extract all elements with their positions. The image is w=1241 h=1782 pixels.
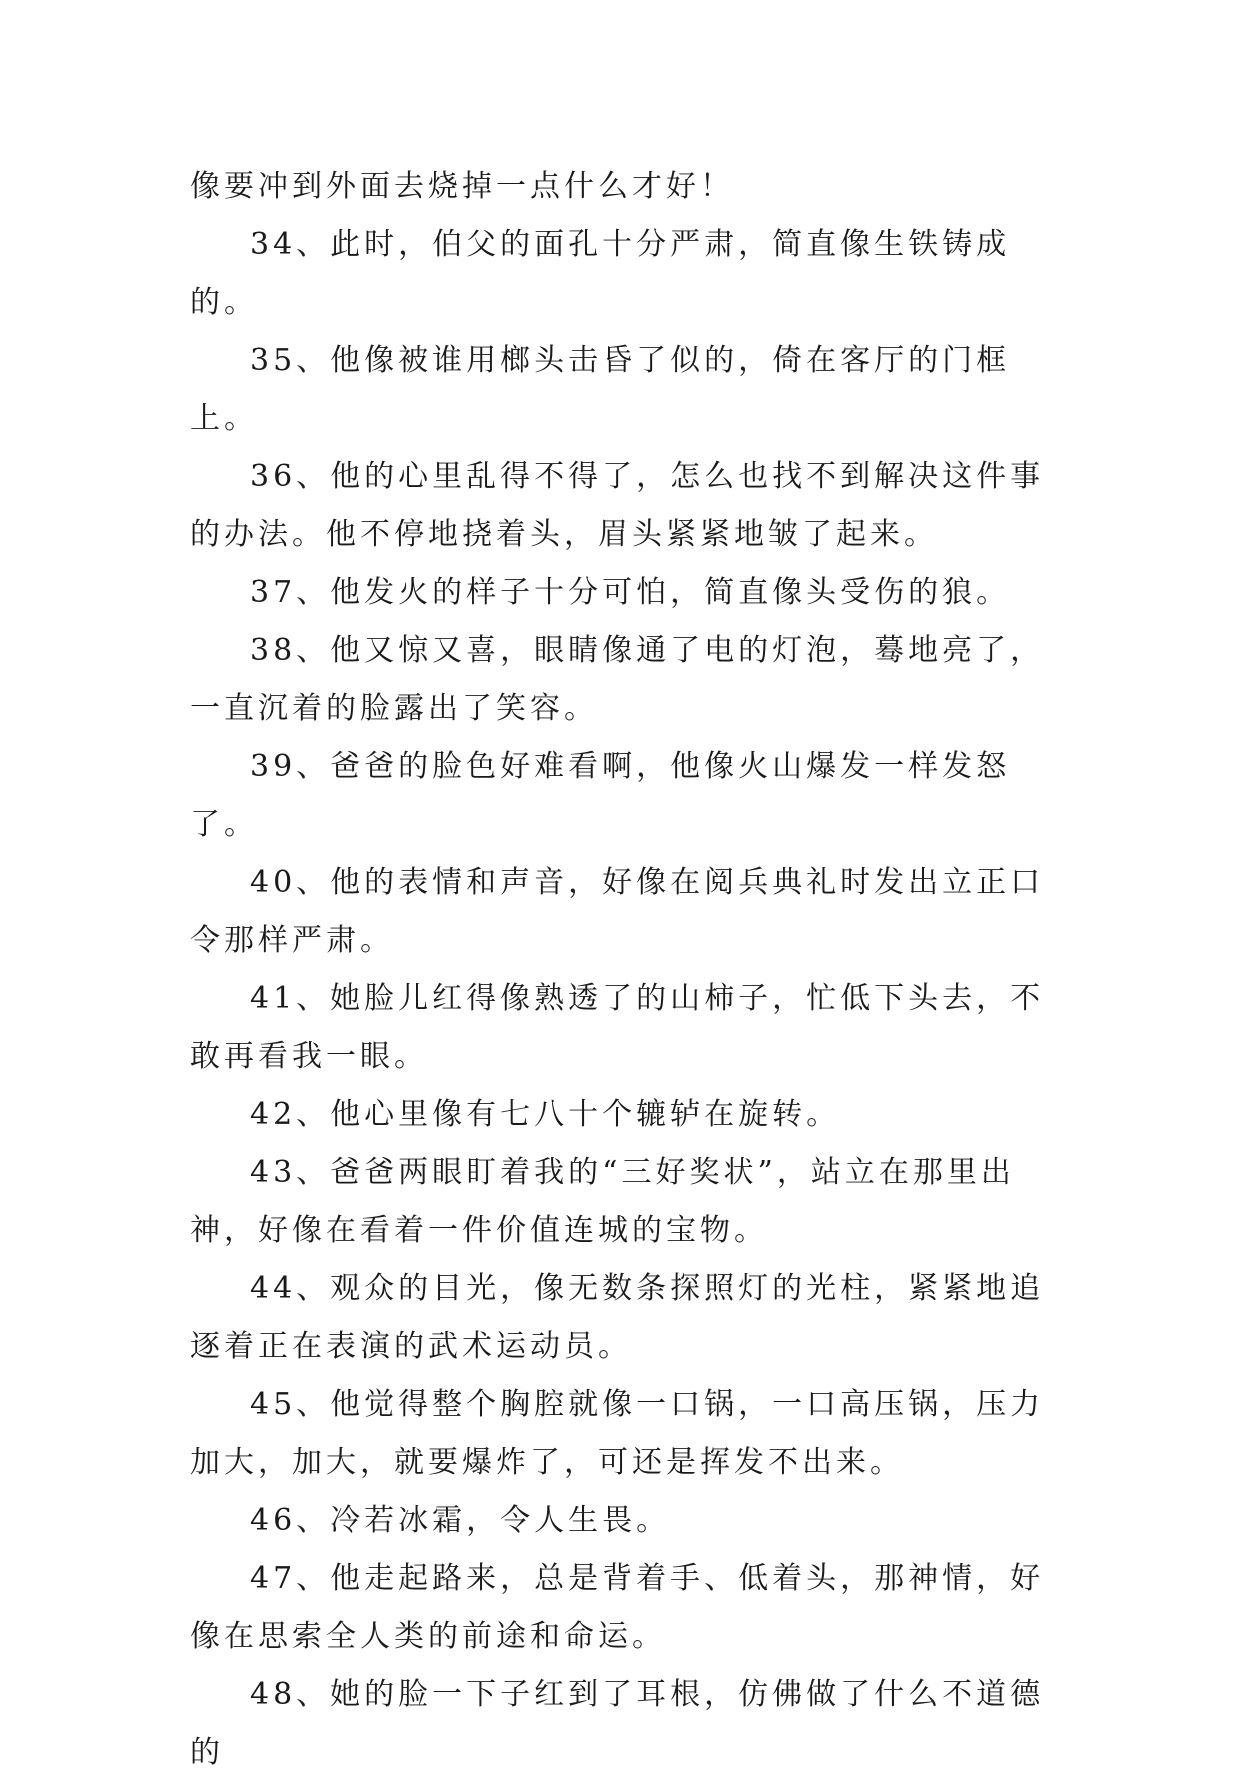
paragraph: 45、他觉得整个胸腔就像一口锅，一口高压锅，压力加大，加大，就要爆炸了，可还是挥发不出来。	[190, 1387, 1045, 1480]
paragraph: 43、爸爸两眼盯着我的“三好奖状”，站立在那里出神，好像在看着一件价值连城的宝物。	[190, 1155, 1015, 1248]
paragraph: 像要冲到外面去烧掉一点什么才好！	[190, 169, 734, 204]
paragraph: 36、他的心里乱得不得了，怎么也找不到解决这件事的办法。他不停地挠着头，眉头紧紧地皱了起来。	[190, 459, 1045, 552]
paragraph: 34、此时，伯父的面孔十分严肃，简直像生铁铸成的。	[190, 227, 1011, 320]
paragraph: 42、他心里像有七八十个辘轳在旋转。	[250, 1097, 841, 1132]
paragraph: 47、他走起路来，总是背着手、低着头，那神情，好像在思索全人类的前途和命运。	[190, 1561, 1045, 1654]
body-text	[190, 158, 1060, 1782]
paragraph: 39、爸爸的脸色好难看啊，他像火山爆发一样发怒了。	[190, 749, 1011, 842]
paragraph: 48、她的脸一下子红到了耳根，仿佛做了什么不道德的	[190, 1677, 1045, 1770]
paragraph: 40、他的表情和声音，好像在阅兵典礼时发出立正口令那样严肃。	[190, 865, 1045, 958]
paragraph: 38、他又惊又喜，眼睛像通了电的灯泡，蓦地亮了，一直沉着的脸露出了笑容。	[190, 633, 1045, 726]
paragraph: 35、他像被谁用榔头击昏了似的，倚在客厅的门框上。	[190, 343, 1011, 436]
paragraph: 44、观众的目光，像无数条探照灯的光柱，紧紧地追逐着正在表演的武术运动员。	[190, 1271, 1045, 1364]
paragraph: 46、冷若冰霜，令人生畏。	[250, 1503, 671, 1538]
paragraph: 41、她脸儿红得像熟透了的山柿子，忙低下头去，不敢再看我一眼。	[190, 981, 1045, 1074]
paragraph: 37、他发火的样子十分可怕，简直像头受伤的狼。	[250, 575, 1011, 610]
